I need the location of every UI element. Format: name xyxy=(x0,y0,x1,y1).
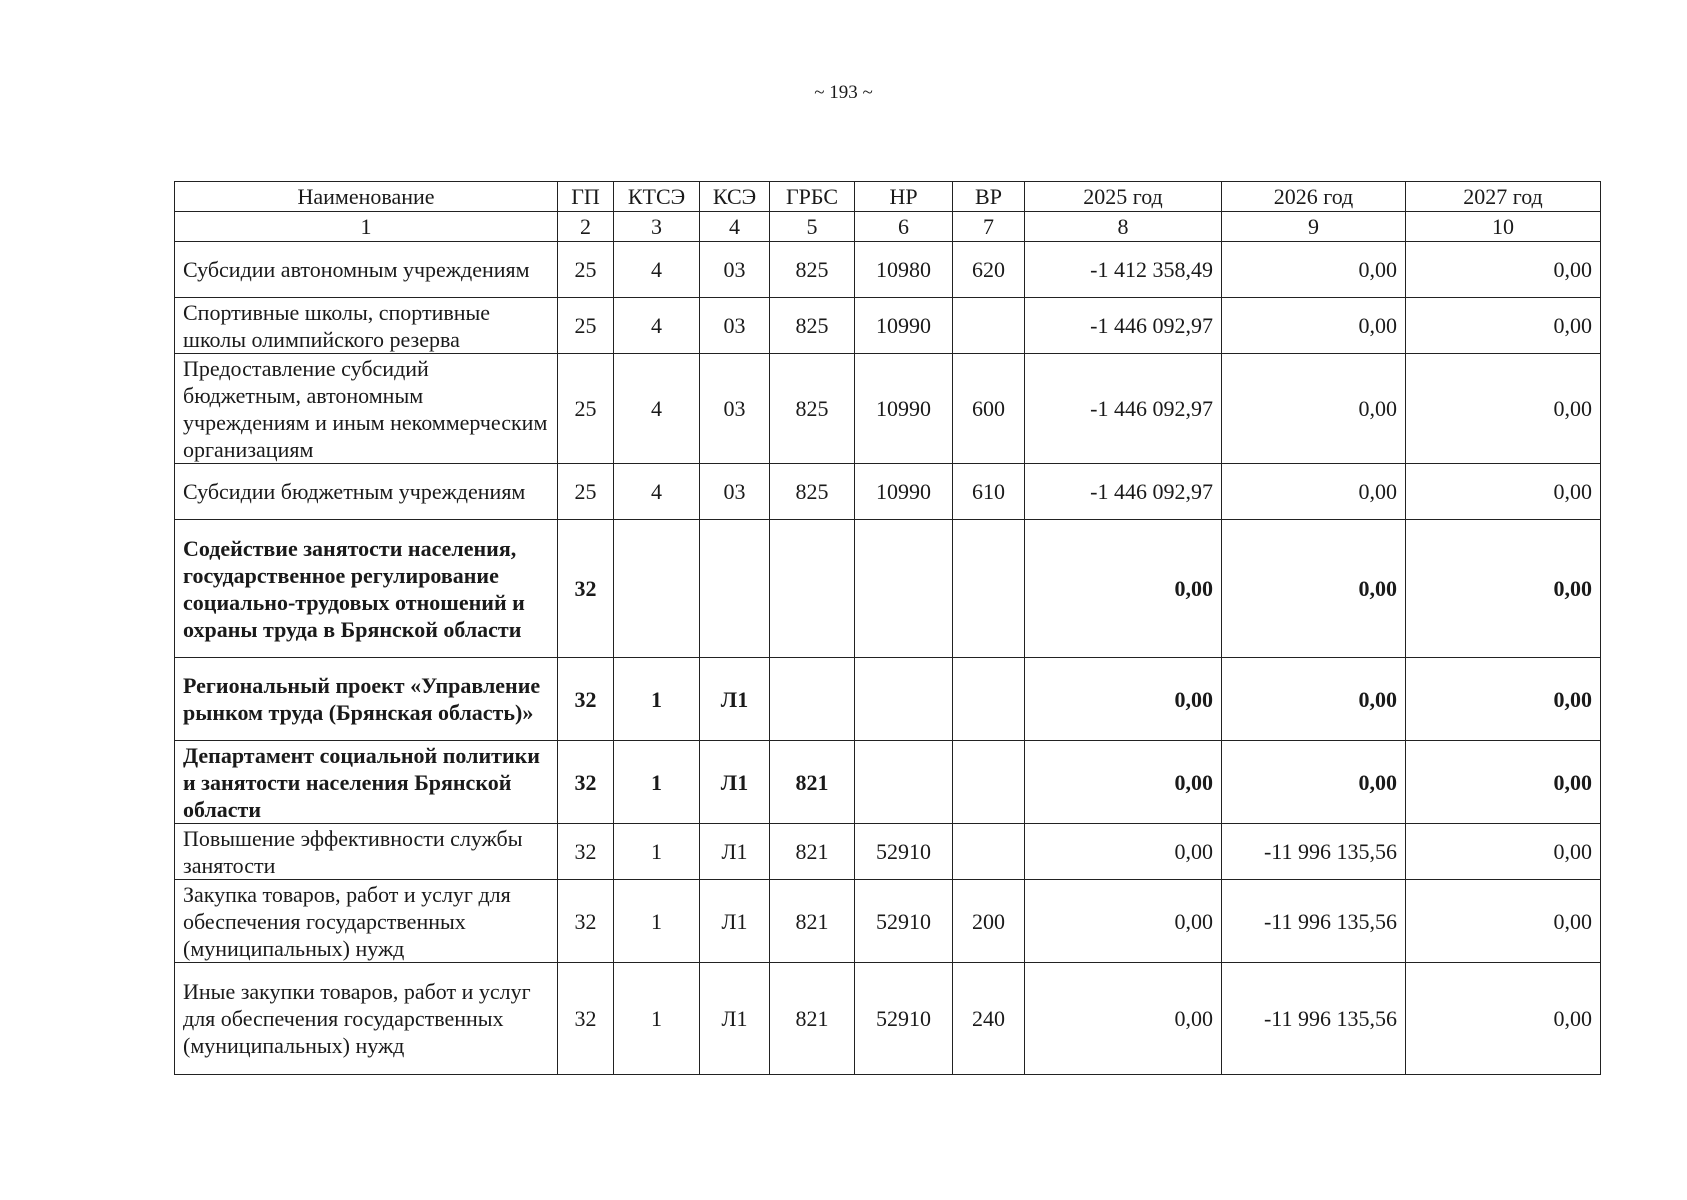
col-header-nr: НР xyxy=(855,182,953,212)
row-kse: 03 xyxy=(700,242,770,298)
row-ktse: 1 xyxy=(614,963,700,1075)
row-2027: 0,00 xyxy=(1406,824,1601,880)
col-index: 10 xyxy=(1406,212,1601,242)
row-nr: 52910 xyxy=(855,963,953,1075)
table-row xyxy=(175,658,1601,741)
row-grbs: 821 xyxy=(770,963,855,1075)
row-2025: 0,00 xyxy=(1025,520,1222,658)
col-header-vr: ВР xyxy=(953,182,1025,212)
row-vr xyxy=(953,520,1025,658)
row-gp: 25 xyxy=(558,242,614,298)
table-row xyxy=(175,741,1601,824)
row-name: Предоставление субсидий бюджетным, автономным учреждениям и иным некоммерческим организациям xyxy=(175,354,558,464)
row-ktse: 1 xyxy=(614,658,700,741)
budget-table xyxy=(174,181,1601,1075)
row-gp: 32 xyxy=(558,824,614,880)
row-ktse: 1 xyxy=(614,741,700,824)
row-kse: Л1 xyxy=(700,880,770,963)
col-header-name: Наименование xyxy=(175,182,558,212)
row-grbs: 825 xyxy=(770,354,855,464)
row-vr xyxy=(953,298,1025,354)
row-name: Субсидии бюджетным учреждениям xyxy=(175,464,558,520)
col-header-2026: 2026 год xyxy=(1222,182,1406,212)
row-grbs xyxy=(770,520,855,658)
row-2025: -1 446 092,97 xyxy=(1025,354,1222,464)
row-ktse xyxy=(614,520,700,658)
row-vr xyxy=(953,658,1025,741)
row-ktse: 4 xyxy=(614,354,700,464)
row-vr: 610 xyxy=(953,464,1025,520)
row-vr: 600 xyxy=(953,354,1025,464)
row-name: Субсидии автономным учреждениям xyxy=(175,242,558,298)
row-gp: 25 xyxy=(558,298,614,354)
col-index: 9 xyxy=(1222,212,1406,242)
col-header-gp: ГП xyxy=(558,182,614,212)
row-gp: 32 xyxy=(558,658,614,741)
col-index: 5 xyxy=(770,212,855,242)
row-kse: Л1 xyxy=(700,824,770,880)
col-header-kse: КСЭ xyxy=(700,182,770,212)
row-2026: -11 996 135,56 xyxy=(1222,824,1406,880)
row-vr: 620 xyxy=(953,242,1025,298)
row-2026: 0,00 xyxy=(1222,520,1406,658)
row-grbs: 825 xyxy=(770,298,855,354)
col-index: 8 xyxy=(1025,212,1222,242)
col-index: 7 xyxy=(953,212,1025,242)
row-vr: 240 xyxy=(953,963,1025,1075)
row-grbs: 825 xyxy=(770,242,855,298)
row-2026: 0,00 xyxy=(1222,298,1406,354)
col-index: 6 xyxy=(855,212,953,242)
row-name: Повышение эффективности службы занятости xyxy=(175,824,558,880)
row-2025: -1 446 092,97 xyxy=(1025,464,1222,520)
row-2025: 0,00 xyxy=(1025,880,1222,963)
row-name: Закупка товаров, работ и услуг для обеспечения государственных (муниципальных) нужд xyxy=(175,880,558,963)
table-row xyxy=(175,354,1601,464)
table-row xyxy=(175,824,1601,880)
row-2026: 0,00 xyxy=(1222,354,1406,464)
row-grbs xyxy=(770,658,855,741)
row-2025: 0,00 xyxy=(1025,658,1222,741)
row-name: Департамент социальной политики и занятости населения Брянской области xyxy=(175,741,558,824)
row-ktse: 1 xyxy=(614,880,700,963)
row-kse: Л1 xyxy=(700,963,770,1075)
row-kse: 03 xyxy=(700,354,770,464)
table-row xyxy=(175,242,1601,298)
table-row xyxy=(175,520,1601,658)
row-gp: 32 xyxy=(558,963,614,1075)
table-row xyxy=(175,880,1601,963)
row-gp: 32 xyxy=(558,520,614,658)
row-2027: 0,00 xyxy=(1406,464,1601,520)
row-grbs: 825 xyxy=(770,464,855,520)
row-gp: 32 xyxy=(558,880,614,963)
table-row xyxy=(175,464,1601,520)
row-2026: -11 996 135,56 xyxy=(1222,963,1406,1075)
row-name: Спортивные школы, спортивные школы олимпийского резерва xyxy=(175,298,558,354)
row-gp: 32 xyxy=(558,741,614,824)
col-header-2027: 2027 год xyxy=(1406,182,1601,212)
row-2027: 0,00 xyxy=(1406,963,1601,1075)
row-kse: Л1 xyxy=(700,741,770,824)
row-nr xyxy=(855,658,953,741)
col-index: 3 xyxy=(614,212,700,242)
row-ktse: 4 xyxy=(614,464,700,520)
row-nr: 10980 xyxy=(855,242,953,298)
row-ktse: 4 xyxy=(614,242,700,298)
row-grbs: 821 xyxy=(770,824,855,880)
row-nr: 52910 xyxy=(855,824,953,880)
col-index: 1 xyxy=(175,212,558,242)
row-grbs: 821 xyxy=(770,741,855,824)
row-nr: 10990 xyxy=(855,464,953,520)
row-vr xyxy=(953,824,1025,880)
header-row xyxy=(175,182,1601,212)
row-2027: 0,00 xyxy=(1406,242,1601,298)
row-vr xyxy=(953,741,1025,824)
row-name: Иные закупки товаров, работ и услуг для обеспечения государственных (муниципальных) нужд xyxy=(175,963,558,1075)
row-ktse: 4 xyxy=(614,298,700,354)
row-2026: -11 996 135,56 xyxy=(1222,880,1406,963)
table-row xyxy=(175,298,1601,354)
row-kse: Л1 xyxy=(700,658,770,741)
row-2025: 0,00 xyxy=(1025,963,1222,1075)
page-number: ~ 193 ~ xyxy=(814,82,873,103)
row-nr: 52910 xyxy=(855,880,953,963)
row-nr: 10990 xyxy=(855,354,953,464)
col-header-grbs: ГРБС xyxy=(770,182,855,212)
row-grbs: 821 xyxy=(770,880,855,963)
row-2025: -1 412 358,49 xyxy=(1025,242,1222,298)
row-kse xyxy=(700,520,770,658)
row-vr: 200 xyxy=(953,880,1025,963)
row-2027: 0,00 xyxy=(1406,880,1601,963)
row-2026: 0,00 xyxy=(1222,741,1406,824)
row-2025: -1 446 092,97 xyxy=(1025,298,1222,354)
row-2027: 0,00 xyxy=(1406,741,1601,824)
row-2027: 0,00 xyxy=(1406,520,1601,658)
row-2026: 0,00 xyxy=(1222,242,1406,298)
col-index: 4 xyxy=(700,212,770,242)
col-header-ktse: КТСЭ xyxy=(614,182,700,212)
row-gp: 25 xyxy=(558,354,614,464)
row-2027: 0,00 xyxy=(1406,658,1601,741)
col-header-2025: 2025 год xyxy=(1025,182,1222,212)
row-2027: 0,00 xyxy=(1406,298,1601,354)
row-name: Содействие занятости населения, государственное регулирование социально-трудовых отношений и охраны труда в Брянской области xyxy=(175,520,558,658)
row-kse: 03 xyxy=(700,464,770,520)
col-index: 2 xyxy=(558,212,614,242)
index-row xyxy=(175,212,1601,242)
row-name: Региональный проект «Управление рынком труда (Брянская область)» xyxy=(175,658,558,741)
row-gp: 25 xyxy=(558,464,614,520)
row-kse: 03 xyxy=(700,298,770,354)
row-2026: 0,00 xyxy=(1222,464,1406,520)
row-2025: 0,00 xyxy=(1025,824,1222,880)
row-2026: 0,00 xyxy=(1222,658,1406,741)
row-nr xyxy=(855,741,953,824)
row-nr: 10990 xyxy=(855,298,953,354)
table-row xyxy=(175,963,1601,1075)
row-ktse: 1 xyxy=(614,824,700,880)
row-nr xyxy=(855,520,953,658)
row-2025: 0,00 xyxy=(1025,741,1222,824)
row-2027: 0,00 xyxy=(1406,354,1601,464)
